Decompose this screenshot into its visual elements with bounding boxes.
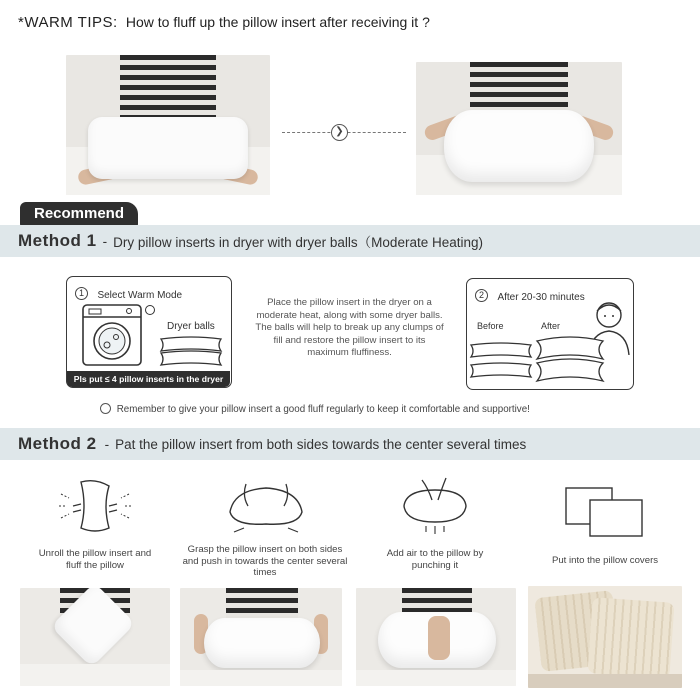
step2-box xyxy=(466,278,634,390)
method1-instructions: Place the pillow insert in the dryer on a moderate heat, along with some dryer balls. The balls will help to break up any clumps of fill and restore the pillow insert to its maximum fluffiness. xyxy=(255,297,444,359)
method1-name: Method 1 xyxy=(18,231,97,250)
step-caption-covers: Put into the pillow covers xyxy=(551,555,659,566)
dryer-balls-label: Dryer balls xyxy=(167,321,215,332)
step-caption-unroll: Unroll the pillow insert and fluff the pillow xyxy=(38,548,152,571)
before-label: Before xyxy=(477,321,504,331)
method2-name: Method 2 xyxy=(18,434,97,453)
reminder-line xyxy=(100,403,530,415)
step1-banner: Pls put ≤ 4 pillow inserts in the dryer xyxy=(67,371,230,387)
step-caption-punch: Add air to the pillow by punching it xyxy=(386,548,484,571)
stacked-pillows-icon xyxy=(157,335,225,369)
warm-tips-heading xyxy=(18,14,430,31)
flat-pillows-icon xyxy=(469,339,533,385)
punch-pillow-icon xyxy=(398,476,472,538)
warm-tips-question: How to fluff up the pillow insert after receiving it ? xyxy=(125,14,430,30)
step-caption-grasp: Grasp the pillow insert on both sides and push in towards the center several times xyxy=(182,544,348,578)
step1-box xyxy=(66,276,232,388)
step1-number: 1 xyxy=(75,287,88,300)
step1-title: Select Warm Mode xyxy=(97,290,183,301)
photo-grasp-pillow xyxy=(180,588,342,686)
fluffy-pillows-icon xyxy=(535,335,605,387)
after-label: After xyxy=(541,321,561,331)
unroll-pillow-icon xyxy=(55,476,135,538)
photo-fluffed-pillow xyxy=(416,62,622,195)
grasp-pillow-icon xyxy=(224,476,308,536)
photo-punch-pillow xyxy=(356,588,516,686)
dryer-ball-icon xyxy=(145,305,155,315)
recommend-badge: Recommend xyxy=(20,202,138,226)
method1-description: Dry pillow inserts in dryer with dryer balls（Moderate Heating) xyxy=(113,235,483,250)
lightbulb-icon xyxy=(100,403,111,414)
method2-bar xyxy=(0,428,700,460)
method2-dash: - xyxy=(104,436,110,452)
pillow-covers-icon xyxy=(562,484,646,540)
method1-bar xyxy=(0,225,700,257)
reminder-text: Remember to give your pillow insert a good fluff regularly to keep it comfortable and supportive! xyxy=(116,404,530,415)
photo-pillow-covers xyxy=(528,586,682,688)
washing-machine-icon xyxy=(81,303,143,367)
method2-description: Pat the pillow insert from both sides towards the center several times xyxy=(115,436,527,452)
photo-flat-pillow xyxy=(66,55,270,195)
photo-unroll-pillow xyxy=(20,588,170,686)
step2-number: 2 xyxy=(475,289,488,302)
arrow-right-icon: ❯ xyxy=(331,124,348,141)
warm-tips-tag: *WARM TIPS: xyxy=(18,14,118,31)
method1-dash: - xyxy=(102,233,108,249)
step2-title: After 20-30 minutes xyxy=(497,292,585,303)
